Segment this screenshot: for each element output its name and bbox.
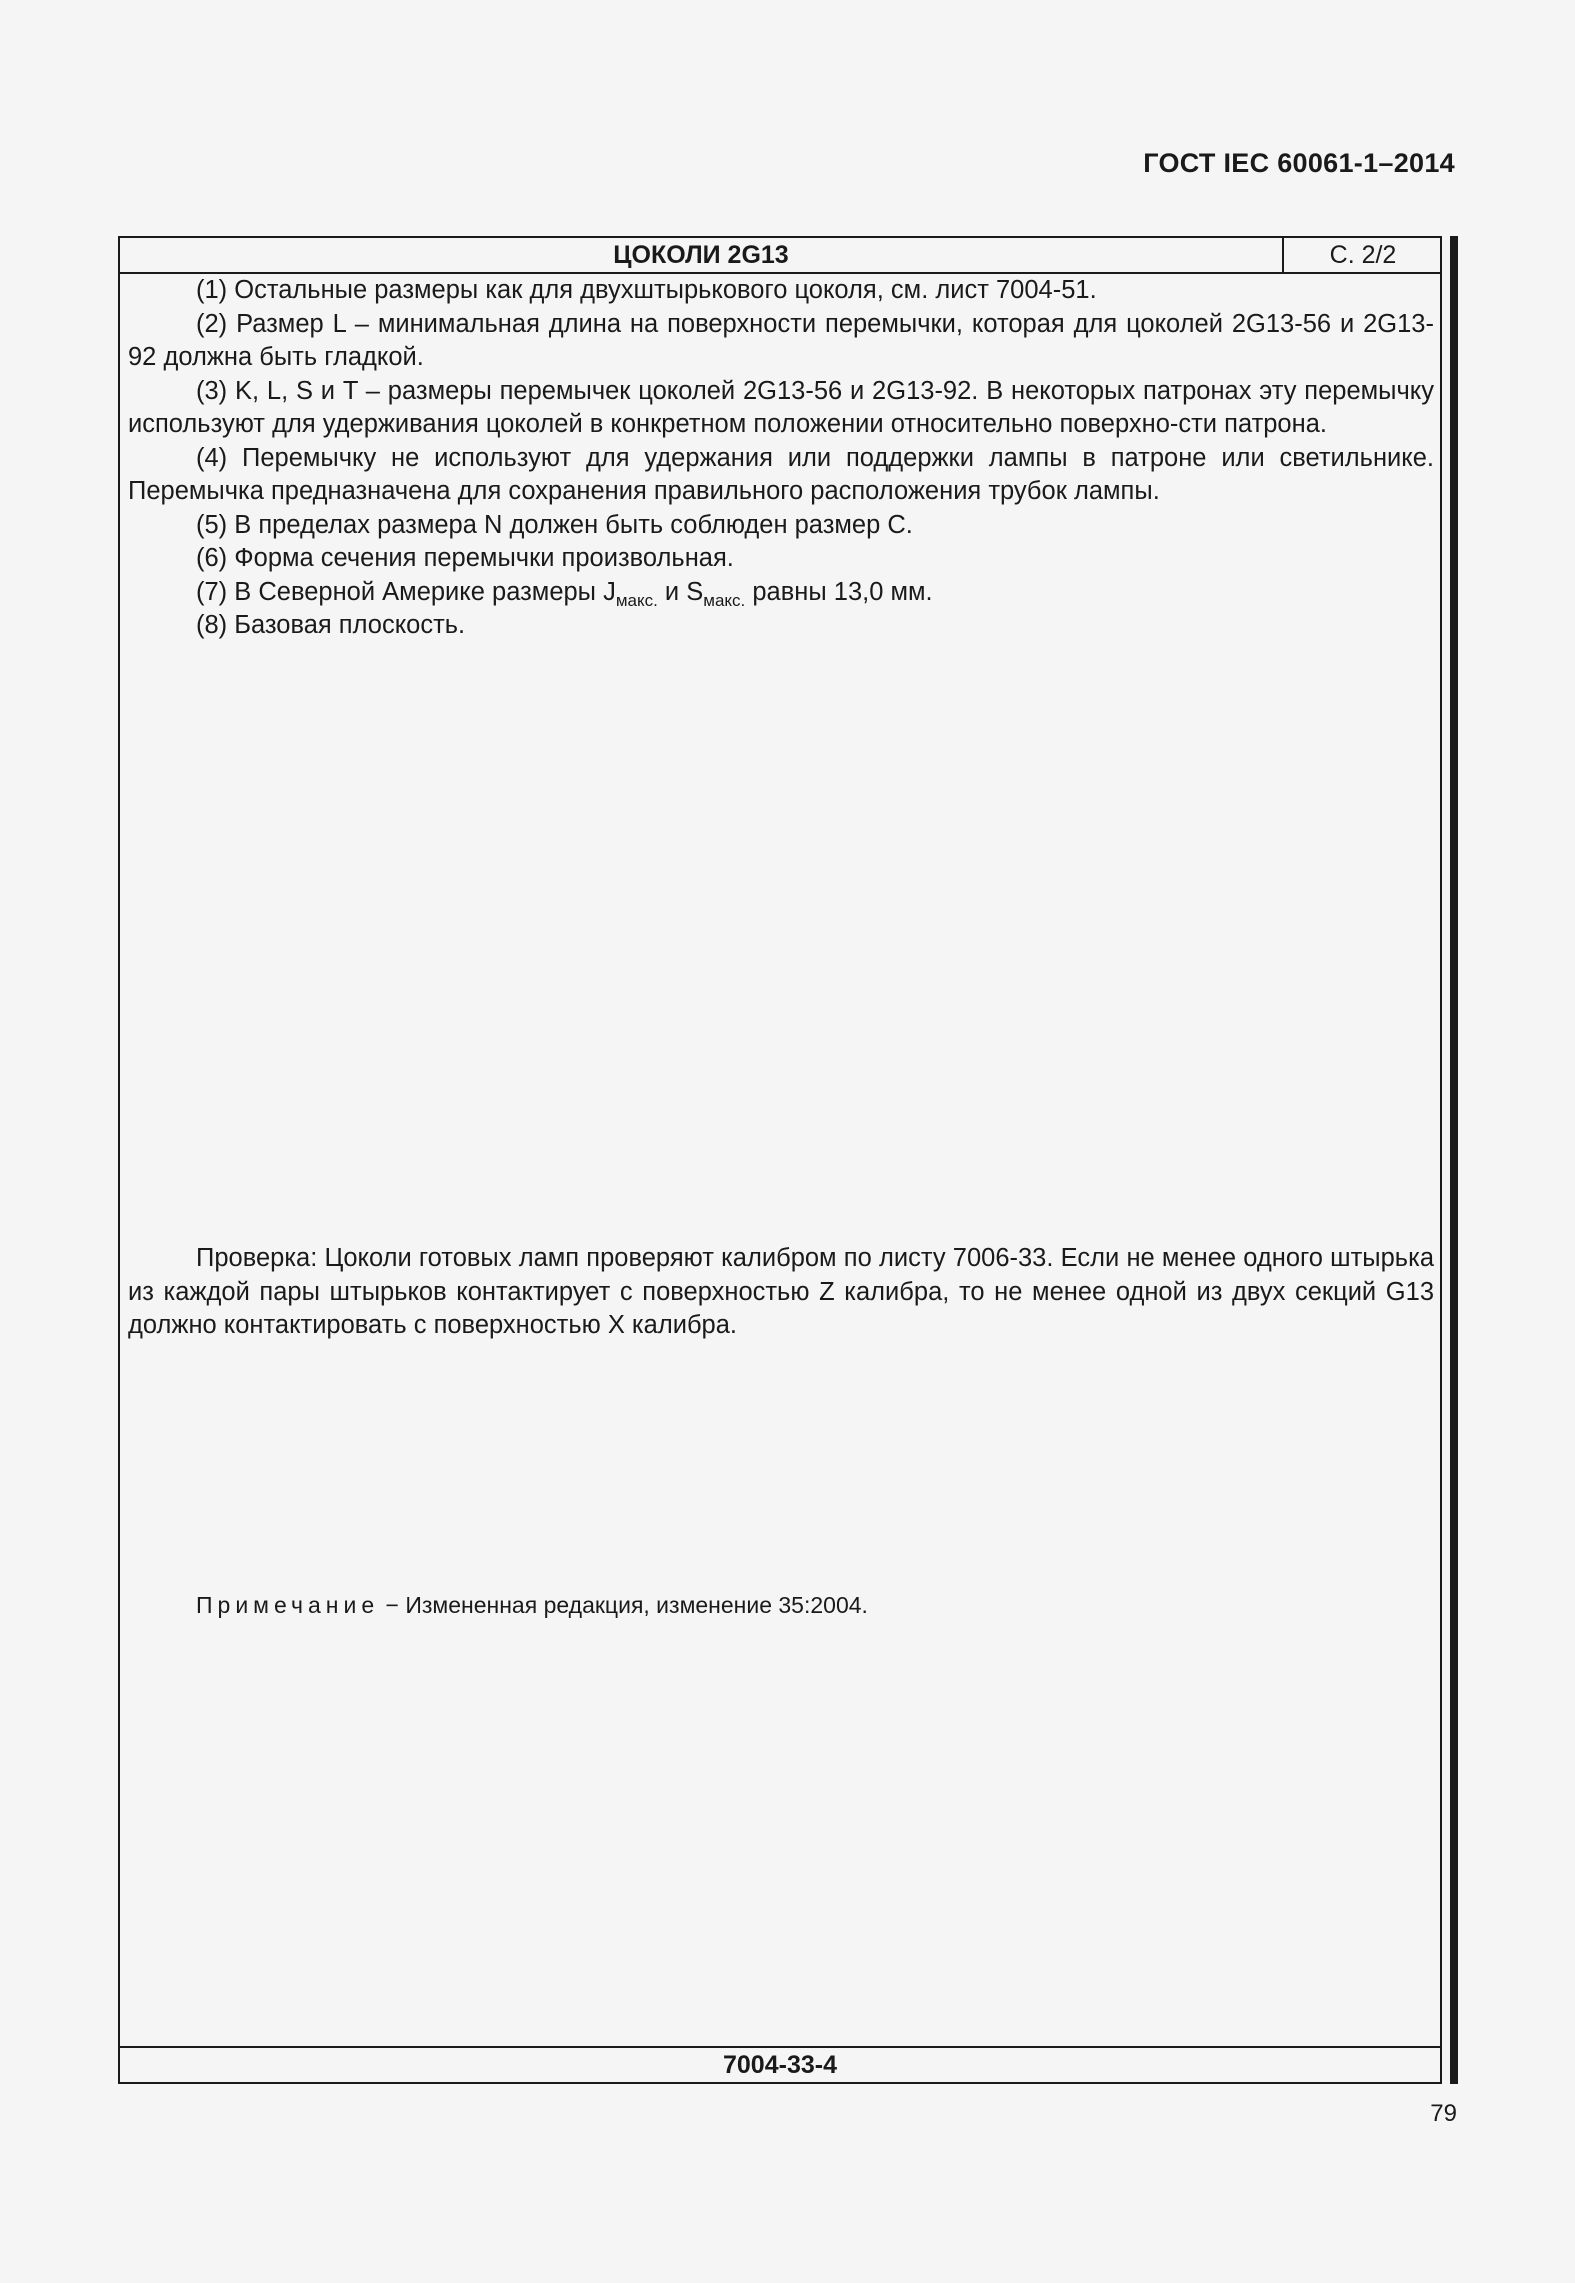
note-item-8: (8) Базовая плоскость.	[196, 611, 466, 639]
verification-section	[128, 1242, 1434, 1343]
remark-text: − Измененная редакция, изменение 35:2004.	[379, 1592, 868, 1618]
sheet-header	[120, 238, 1440, 274]
note-item: (3) K, L, S и T – размеры перемычек цоколей 2G13-56 и 2G13-92. В некоторых патронах эту перемычку используют для удерживания цоколей в конкретном положении относительно поверхно-сти патрона.	[128, 376, 1434, 438]
sheet-edge-bar	[1450, 236, 1458, 2084]
note-item: (5) В пределах размера N должен быть соблюден размер С.	[196, 510, 913, 539]
sheet-footer: 7004-33-4	[120, 2046, 1440, 2082]
sheet-page-indicator: С. 2/2	[1329, 241, 1397, 269]
subscript-max: макс.	[703, 590, 746, 610]
standard-sheet	[118, 236, 1442, 2084]
note7-prefix: (7) В Северной Америке размеры J	[196, 577, 616, 606]
subscript-max: макс.	[615, 590, 658, 610]
remark-label: Примечание	[196, 1592, 380, 1618]
note-item: (2) Размер L – минимальная длина на поверхности перемычки, которая для цоколей 2G13-56 и 2G13-92 должна быть гладкой.	[128, 309, 1434, 371]
sheet-title: ЦОКОЛИ 2G13	[120, 238, 1284, 272]
document-code: ГОСТ IEC 60061-1–2014	[1143, 148, 1455, 178]
verification-text: Проверка: Цоколи готовых ламп проверяют калибром по листу 7006-33. Если не менее одного штырька из каждой пары штырьков контактирует с поверхностью Z калибра, то не менее одной из двух секций G13 должно контактировать с поверхностью X калибра.	[128, 1244, 1434, 1339]
note7-suffix: равны 13,0 мм.	[745, 577, 933, 606]
note-item-7	[128, 576, 1434, 610]
note7-mid: и S	[657, 577, 704, 606]
note-item: (4) Перемычку не используют для удержания или поддержки лампы в патроне или светильнике. Перемычка предназначена для сохранения правильного расположения трубок лампы.	[128, 443, 1434, 505]
note-item: (6) Форма сечения перемычки произвольная.	[196, 544, 734, 572]
page-number: 79	[1430, 2100, 1457, 2127]
notes-list	[128, 274, 1434, 643]
note-item: (1) Остальные размеры как для двухштырькового цоколя, см. лист 7004-51.	[196, 276, 1097, 304]
remark	[196, 1590, 868, 1620]
